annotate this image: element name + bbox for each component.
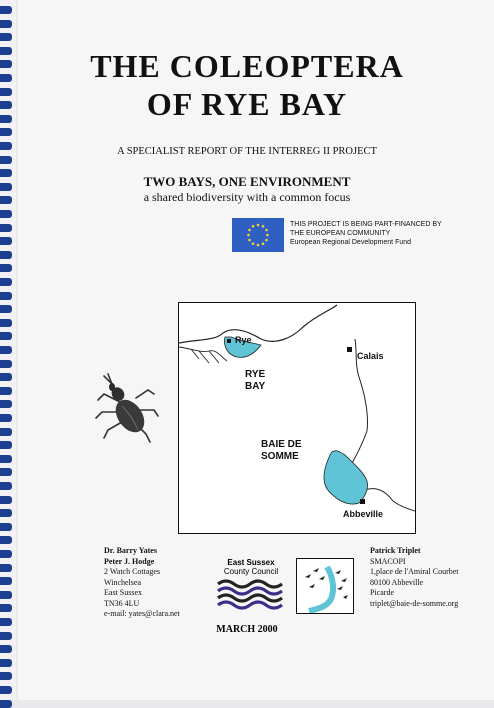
eu-line1: THIS PROJECT IS BEING PART-FINANCED BY bbox=[290, 221, 442, 228]
eu-line2: THE EUROPEAN COMMUNITY bbox=[290, 230, 391, 237]
uk-address-line1: 2 Watch Cottages bbox=[104, 567, 161, 576]
map-label-rye-bay-1: RYE bbox=[245, 369, 266, 380]
map-label-baie-1: BAIE DE bbox=[261, 439, 302, 450]
logo-es-line1: East Sussex bbox=[227, 558, 275, 567]
fr-address-line1: 1,place de l'Amiral Courbet bbox=[370, 567, 459, 576]
fr-email: triplet@baie-de-somme.org bbox=[370, 598, 459, 608]
report-subtitle: A SPECIALIST REPORT OF THE INTERREG II PROJECT bbox=[117, 146, 377, 157]
binding-coil bbox=[0, 332, 12, 340]
binding-coil bbox=[0, 224, 12, 232]
map-label-rye: Rye bbox=[235, 335, 252, 345]
uk-address-line3: East Sussex bbox=[104, 588, 142, 597]
binding-coil bbox=[0, 414, 12, 422]
binding-coil bbox=[0, 278, 12, 286]
baie-de-somme-logo bbox=[296, 558, 354, 614]
binding-coil bbox=[0, 128, 12, 136]
eu-funding-statement bbox=[290, 220, 480, 247]
project-tagline: a shared biodiversity with a common focus bbox=[143, 190, 351, 204]
binding-coil bbox=[0, 20, 12, 28]
binding-coil bbox=[0, 536, 12, 544]
binding-coil bbox=[0, 686, 12, 694]
binding-coil bbox=[0, 577, 12, 585]
binding-coil bbox=[0, 428, 12, 436]
binding-coil bbox=[0, 237, 12, 245]
binding-coil bbox=[0, 400, 12, 408]
binding-coil bbox=[0, 319, 12, 327]
binding-coil bbox=[0, 33, 12, 41]
binding-coil bbox=[0, 387, 12, 395]
author-name-yates: Dr. Barry Yates bbox=[104, 546, 157, 555]
binding-coil bbox=[0, 659, 12, 667]
logo-es-line2: County Council bbox=[223, 567, 279, 576]
fr-organisation: SMACOPI bbox=[370, 556, 406, 566]
binding-coil bbox=[0, 210, 12, 218]
binding-coil bbox=[0, 373, 12, 381]
uk-address-line2: Winchelsea bbox=[104, 577, 141, 587]
binding-coil bbox=[0, 564, 12, 572]
binding-coil bbox=[0, 360, 12, 368]
report-title-line2: OF RYE BAY bbox=[146, 86, 348, 122]
east-sussex-logo bbox=[216, 558, 286, 612]
binding-coil bbox=[0, 496, 12, 504]
fr-address-line3: Picarde bbox=[370, 588, 394, 597]
eu-line3: European Regional Development Fund bbox=[290, 239, 412, 246]
binding-coil bbox=[0, 292, 12, 300]
binding-coil bbox=[0, 251, 12, 259]
binding-coil bbox=[0, 645, 12, 653]
binding-coil bbox=[0, 6, 12, 14]
uk-author-contact bbox=[104, 546, 180, 620]
map-label-abbeville: Abbeville bbox=[343, 509, 384, 519]
author-name-hodge: Peter J. Hodge bbox=[104, 556, 155, 566]
binding-coil bbox=[0, 604, 12, 612]
weevil-beetle-icon bbox=[92, 372, 162, 457]
binding-coil bbox=[0, 509, 12, 517]
binding-coil bbox=[0, 455, 12, 463]
fr-address-line2: 80100 Abbeville bbox=[370, 577, 424, 587]
fr-author-contact bbox=[370, 546, 459, 609]
report-title-line1: THE COLEOPTERA bbox=[90, 48, 404, 84]
binding-coil bbox=[0, 346, 12, 354]
binding-coil bbox=[0, 441, 12, 449]
binding-coil bbox=[0, 672, 12, 680]
map-label-rye-bay-2: BAY bbox=[245, 381, 266, 392]
uk-email: e-mail: yates@clara.net bbox=[104, 609, 180, 618]
binding-coil bbox=[0, 591, 12, 599]
binding-coil bbox=[0, 482, 12, 490]
map-label-calais: Calais bbox=[357, 351, 384, 361]
eu-flag-icon bbox=[232, 218, 284, 252]
binding-coil bbox=[0, 550, 12, 558]
binding-coil bbox=[0, 523, 12, 531]
binding-coil bbox=[0, 305, 12, 313]
binding-coil bbox=[0, 468, 12, 476]
map-label-baie-2: SOMME bbox=[261, 451, 299, 462]
binding-coil bbox=[0, 264, 12, 272]
publication-date: MARCH 2000 bbox=[216, 624, 278, 635]
region-map bbox=[178, 302, 416, 534]
uk-address-line4: TN36 4LU bbox=[104, 598, 140, 608]
binding-coil bbox=[0, 700, 12, 708]
project-name: TWO BAYS, ONE ENVIRONMENT bbox=[143, 174, 351, 189]
author-name-triplet: Patrick Triplet bbox=[370, 546, 421, 555]
